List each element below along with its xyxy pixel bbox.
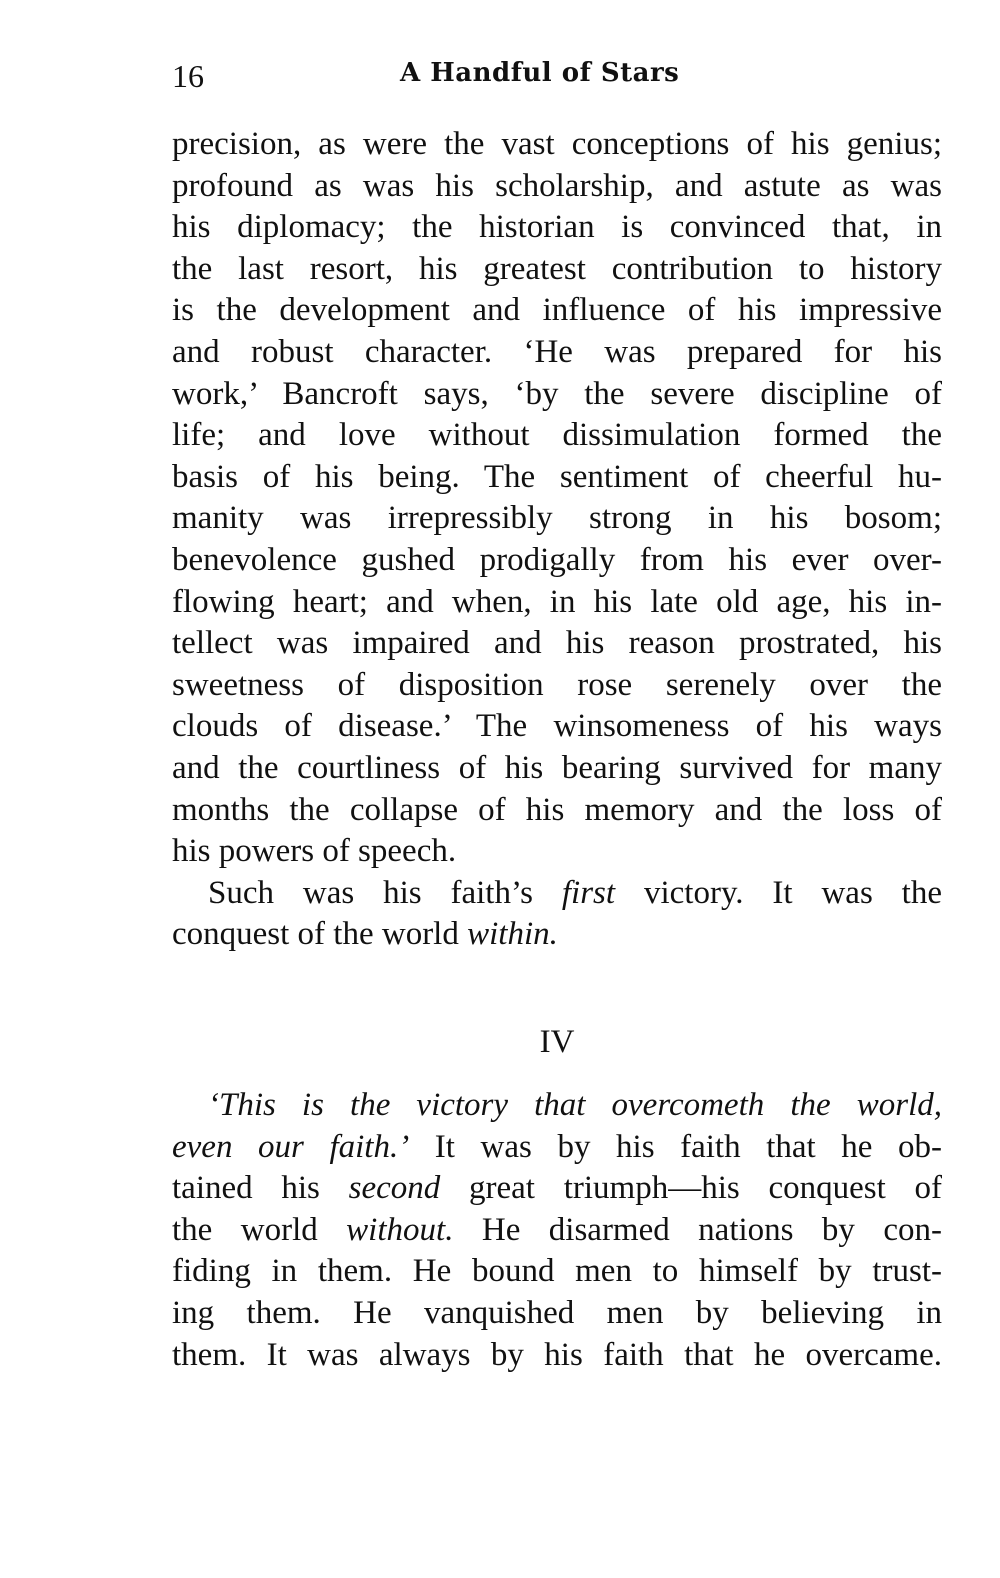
text-line: his powers of speech. bbox=[172, 833, 457, 870]
text-line: benevolence gushed prodigally from his ever over- bbox=[172, 541, 942, 578]
text-line: work,’ Bancroft says, ‘by the severe discipline of bbox=[172, 375, 942, 412]
text-run: It was by his faith that he ob- bbox=[409, 1128, 942, 1165]
closing-paragraph-line bbox=[172, 914, 942, 956]
text-line: and the courtliness of his bearing survived for many bbox=[172, 749, 942, 786]
text-line: ing them. He vanquished men by believing in bbox=[172, 1294, 942, 1331]
text-line: them. It was always by his faith that he overcame. bbox=[172, 1336, 942, 1373]
text-run: Such was his faith’s bbox=[208, 874, 562, 911]
text-line: months the collapse of his memory and the loss of bbox=[172, 791, 942, 828]
text-line: life; and love without dissimulation formed the bbox=[172, 417, 942, 454]
italic-run: without. bbox=[346, 1211, 454, 1248]
closing-paragraph-line bbox=[172, 873, 942, 915]
text-line: fiding in them. He bound men to himself by trust- bbox=[172, 1253, 942, 1290]
text-run: victory. It was the bbox=[615, 874, 942, 911]
page-header bbox=[172, 58, 942, 98]
text-line: basis of his being. The sentiment of cheerful hu- bbox=[172, 458, 942, 495]
running-title: A Handful of Stars bbox=[400, 58, 680, 88]
text-run: He disarmed nations by con- bbox=[453, 1211, 942, 1248]
text-line: the last resort, his greatest contribution to history bbox=[172, 250, 942, 287]
section-iii-continuation bbox=[172, 124, 942, 956]
text-line: flowing heart; and when, in his late old age, his in- bbox=[172, 583, 942, 620]
text-line: his diplomacy; the historian is convinced that, in bbox=[172, 209, 942, 246]
italic-run: within. bbox=[467, 916, 558, 953]
text-line: profound as was his scholarship, and astute as was bbox=[172, 167, 942, 204]
text-line bbox=[172, 1210, 942, 1252]
text-line: tellect was impaired and his reason prostrated, his bbox=[172, 625, 942, 662]
text-run: great triumph—his conquest of bbox=[440, 1170, 942, 1207]
text-run: tained his bbox=[172, 1170, 349, 1207]
text-line: precision, as were the vast conceptions of his genius; bbox=[172, 126, 942, 162]
text-line bbox=[172, 1127, 942, 1169]
text-run: conquest of the world bbox=[172, 916, 468, 953]
text-line: manity was irrepressibly strong in his bosom; bbox=[172, 500, 942, 537]
italic-run: ‘This is the victory that overcometh the world, bbox=[208, 1087, 942, 1123]
text-line: sweetness of disposition rose serenely over the bbox=[172, 666, 942, 703]
text-line: and robust character. ‘He was prepared for his bbox=[172, 333, 942, 370]
italic-run: even our faith.’ bbox=[172, 1128, 410, 1165]
section-iv-text bbox=[172, 1085, 942, 1376]
section-heading-iv: IV bbox=[539, 1024, 575, 1060]
text-line bbox=[172, 1085, 942, 1127]
italic-run: second bbox=[348, 1170, 441, 1207]
italic-run: first bbox=[561, 874, 616, 911]
text-line bbox=[172, 1168, 942, 1210]
text-run: the world bbox=[172, 1211, 347, 1248]
text-line: clouds of disease.’ The winsomeness of his ways bbox=[172, 708, 942, 745]
text-line: is the development and influence of his impressive bbox=[172, 292, 942, 329]
page-number: 16 bbox=[172, 58, 204, 94]
